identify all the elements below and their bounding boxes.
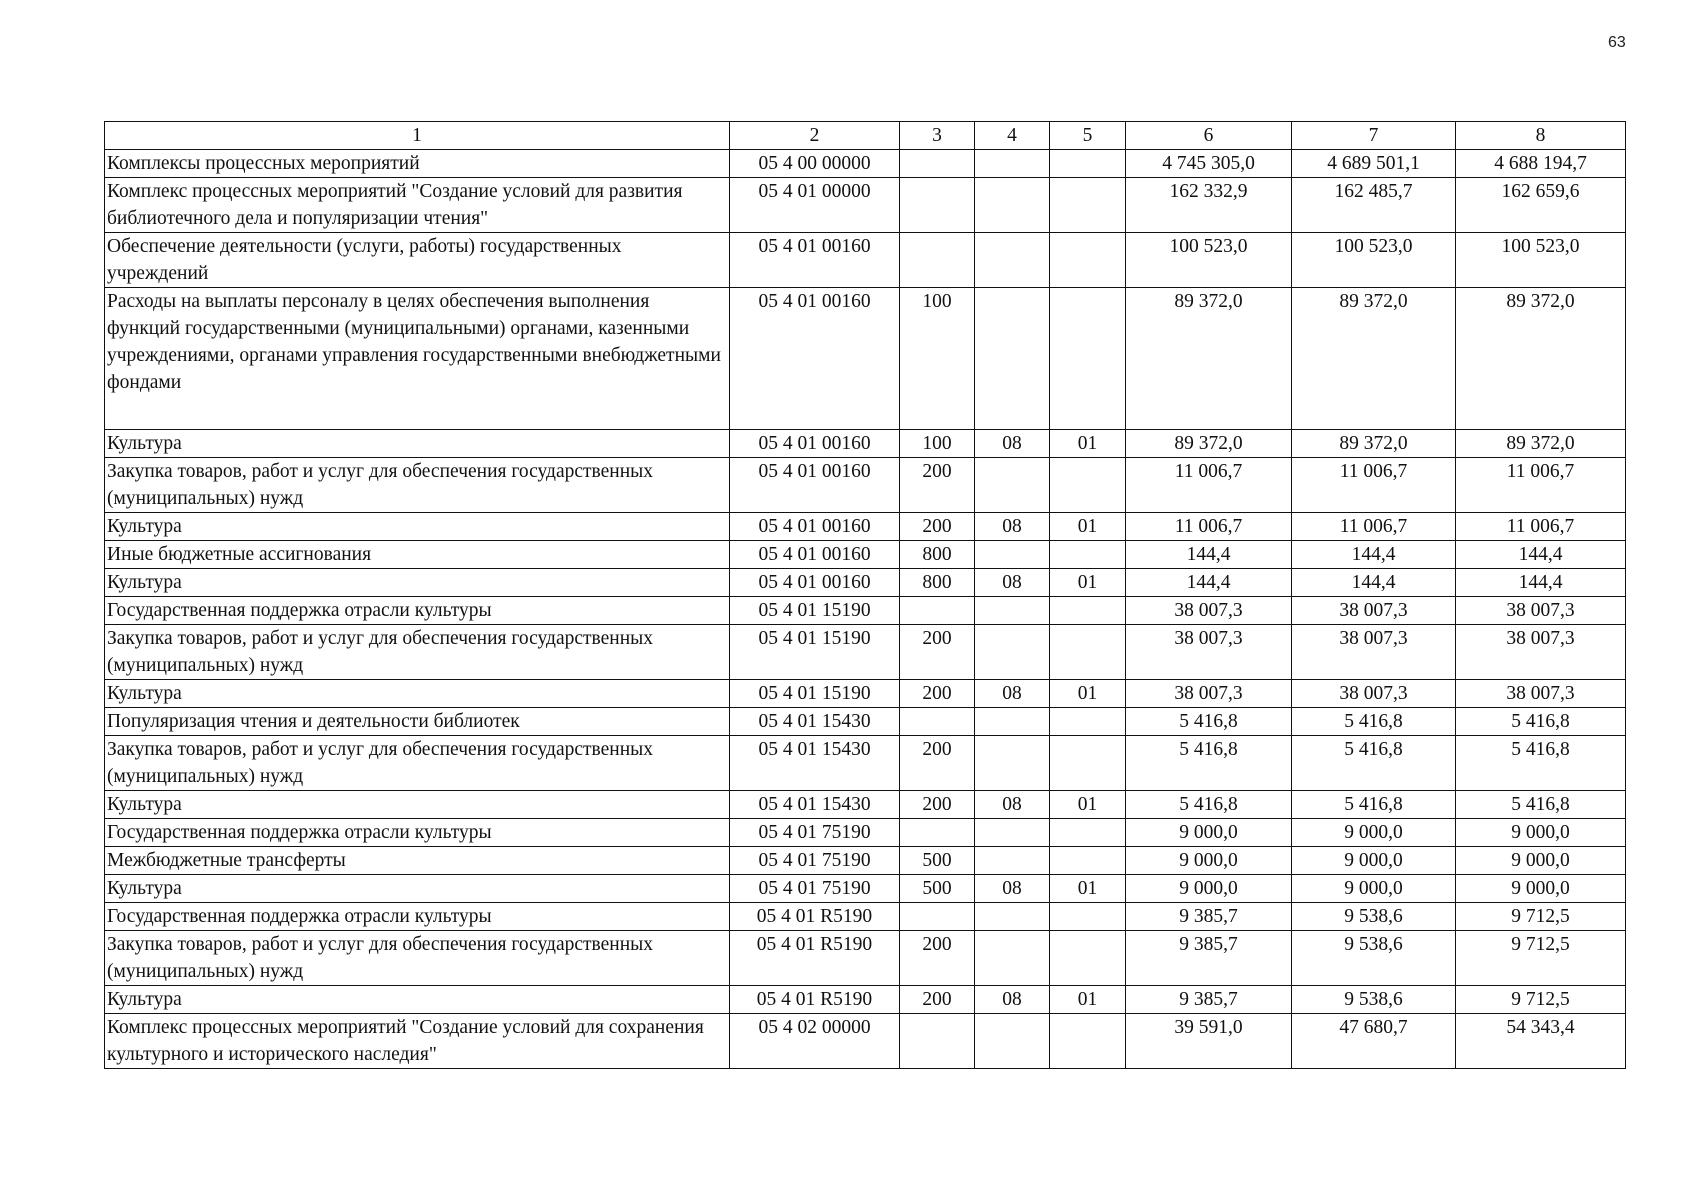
row-code-cell: 05 4 01 15190 [730, 680, 900, 708]
table-row [105, 541, 1626, 569]
row-code-cell: 05 4 01 R5190 [730, 931, 900, 986]
row-amount-year1-cell: 38 007,3 [1126, 597, 1292, 625]
table-row [105, 288, 1626, 430]
row-subsection-cell [1050, 847, 1126, 875]
table-row [105, 708, 1626, 736]
row-name-cell: Расходы на выплаты персоналу в целях обеспечения выполнения функций государственными (муниципальными) органами, казенными учреждениями, органами управления государственными внебюджетными фондами [105, 288, 730, 430]
row-name-cell: Комплекс процессных мероприятий "Создание условий для развития библиотечного дела и популяризации чтения" [105, 178, 730, 233]
row-expense-type-cell: 200 [900, 680, 975, 708]
row-expense-type-cell: 500 [900, 875, 975, 903]
row-name-cell: Государственная поддержка отрасли культуры [105, 819, 730, 847]
row-code-cell: 05 4 01 15190 [730, 597, 900, 625]
row-subsection-cell [1050, 288, 1126, 430]
header-row [105, 122, 1626, 150]
row-amount-year1-cell: 144,4 [1126, 541, 1292, 569]
row-section-cell [975, 819, 1050, 847]
row-amount-year2-cell: 11 006,7 [1292, 458, 1456, 513]
row-code-cell: 05 4 01 15430 [730, 736, 900, 791]
row-amount-year1-cell: 5 416,8 [1126, 791, 1292, 819]
row-expense-type-cell: 100 [900, 430, 975, 458]
row-amount-year1-cell: 11 006,7 [1126, 458, 1292, 513]
row-amount-year2-cell: 9 000,0 [1292, 819, 1456, 847]
row-subsection-cell [1050, 597, 1126, 625]
row-amount-year3-cell: 9 000,0 [1456, 819, 1626, 847]
row-section-cell [975, 903, 1050, 931]
row-expense-type-cell: 200 [900, 986, 975, 1014]
row-name-cell: Комплекс процессных мероприятий "Создание условий для сохранения культурного и исторического наследия" [105, 1014, 730, 1069]
table-row [105, 875, 1626, 903]
row-name-cell: Обеспечение деятельности (услуги, работы) государственных учреждений [105, 233, 730, 288]
row-code-cell: 05 4 01 00160 [730, 569, 900, 597]
row-amount-year1-cell: 89 372,0 [1126, 288, 1292, 430]
row-amount-year1-cell: 9 000,0 [1126, 819, 1292, 847]
row-amount-year2-cell: 9 000,0 [1292, 875, 1456, 903]
row-amount-year2-cell: 144,4 [1292, 569, 1456, 597]
row-amount-year1-cell: 144,4 [1126, 569, 1292, 597]
row-expense-type-cell: 100 [900, 288, 975, 430]
row-amount-year1-cell: 9 000,0 [1126, 847, 1292, 875]
row-amount-year3-cell: 4 688 194,7 [1456, 150, 1626, 178]
row-expense-type-cell: 800 [900, 541, 975, 569]
row-section-cell: 08 [975, 791, 1050, 819]
row-name-cell: Культура [105, 513, 730, 541]
table-row [105, 931, 1626, 986]
row-section-cell [975, 541, 1050, 569]
header-cell: 1 [105, 122, 730, 150]
row-subsection-cell: 01 [1050, 875, 1126, 903]
header-cell: 7 [1292, 122, 1456, 150]
row-amount-year3-cell: 89 372,0 [1456, 288, 1626, 430]
row-subsection-cell [1050, 541, 1126, 569]
row-amount-year2-cell: 5 416,8 [1292, 708, 1456, 736]
row-name-cell: Культура [105, 791, 730, 819]
table-row [105, 736, 1626, 791]
row-code-cell: 05 4 01 00160 [730, 233, 900, 288]
row-amount-year1-cell: 9 000,0 [1126, 875, 1292, 903]
row-section-cell [975, 1014, 1050, 1069]
row-amount-year2-cell: 47 680,7 [1292, 1014, 1456, 1069]
row-amount-year2-cell: 5 416,8 [1292, 736, 1456, 791]
row-amount-year2-cell: 144,4 [1292, 541, 1456, 569]
row-amount-year3-cell: 100 523,0 [1456, 233, 1626, 288]
row-subsection-cell [1050, 736, 1126, 791]
row-code-cell: 05 4 01 75190 [730, 847, 900, 875]
row-subsection-cell [1050, 1014, 1126, 1069]
row-code-cell: 05 4 01 15430 [730, 791, 900, 819]
row-expense-type-cell [900, 708, 975, 736]
row-code-cell: 05 4 01 75190 [730, 819, 900, 847]
row-code-cell: 05 4 01 00000 [730, 178, 900, 233]
row-amount-year3-cell: 9 712,5 [1456, 903, 1626, 931]
row-name-cell: Культура [105, 569, 730, 597]
row-amount-year3-cell: 5 416,8 [1456, 736, 1626, 791]
row-amount-year2-cell: 11 006,7 [1292, 513, 1456, 541]
row-expense-type-cell: 200 [900, 458, 975, 513]
row-amount-year1-cell: 89 372,0 [1126, 430, 1292, 458]
header-cell: 8 [1456, 122, 1626, 150]
table-row [105, 513, 1626, 541]
row-section-cell: 08 [975, 875, 1050, 903]
row-section-cell: 08 [975, 513, 1050, 541]
row-amount-year2-cell: 89 372,0 [1292, 430, 1456, 458]
row-expense-type-cell [900, 903, 975, 931]
row-code-cell: 05 4 02 00000 [730, 1014, 900, 1069]
row-amount-year1-cell: 9 385,7 [1126, 931, 1292, 986]
row-amount-year1-cell: 5 416,8 [1126, 708, 1292, 736]
table-row [105, 986, 1626, 1014]
row-section-cell [975, 150, 1050, 178]
row-code-cell: 05 4 01 15190 [730, 625, 900, 680]
row-subsection-cell: 01 [1050, 569, 1126, 597]
row-subsection-cell: 01 [1050, 986, 1126, 1014]
row-amount-year2-cell: 9 000,0 [1292, 847, 1456, 875]
row-code-cell: 05 4 01 00160 [730, 430, 900, 458]
row-expense-type-cell: 200 [900, 791, 975, 819]
row-code-cell: 05 4 01 00160 [730, 513, 900, 541]
row-code-cell: 05 4 01 00160 [730, 458, 900, 513]
row-expense-type-cell [900, 819, 975, 847]
row-amount-year2-cell: 100 523,0 [1292, 233, 1456, 288]
header-cell: 3 [900, 122, 975, 150]
row-code-cell: 05 4 01 R5190 [730, 903, 900, 931]
row-section-cell [975, 708, 1050, 736]
row-subsection-cell [1050, 458, 1126, 513]
row-subsection-cell [1050, 931, 1126, 986]
row-section-cell [975, 597, 1050, 625]
row-expense-type-cell: 200 [900, 931, 975, 986]
row-code-cell: 05 4 01 00160 [730, 541, 900, 569]
row-amount-year2-cell: 38 007,3 [1292, 625, 1456, 680]
row-name-cell: Культура [105, 986, 730, 1014]
row-subsection-cell [1050, 819, 1126, 847]
row-expense-type-cell: 200 [900, 513, 975, 541]
row-section-cell [975, 288, 1050, 430]
row-amount-year3-cell: 144,4 [1456, 569, 1626, 597]
table-row [105, 458, 1626, 513]
row-amount-year3-cell: 5 416,8 [1456, 791, 1626, 819]
table-row [105, 903, 1626, 931]
row-name-cell: Закупка товаров, работ и услуг для обеспечения государственных (муниципальных) нужд [105, 736, 730, 791]
row-amount-year2-cell: 9 538,6 [1292, 903, 1456, 931]
table-row [105, 625, 1626, 680]
row-amount-year3-cell: 38 007,3 [1456, 597, 1626, 625]
row-name-cell: Закупка товаров, работ и услуг для обеспечения государственных (муниципальных) нужд [105, 625, 730, 680]
table-row [105, 150, 1626, 178]
row-subsection-cell: 01 [1050, 791, 1126, 819]
row-section-cell: 08 [975, 986, 1050, 1014]
row-subsection-cell: 01 [1050, 680, 1126, 708]
row-amount-year1-cell: 5 416,8 [1126, 736, 1292, 791]
table-row [105, 178, 1626, 233]
row-expense-type-cell [900, 178, 975, 233]
row-name-cell: Закупка товаров, работ и услуг для обеспечения государственных (муниципальных) нужд [105, 458, 730, 513]
table-row [105, 569, 1626, 597]
row-section-cell: 08 [975, 430, 1050, 458]
row-amount-year1-cell: 9 385,7 [1126, 903, 1292, 931]
row-amount-year1-cell: 162 332,9 [1126, 178, 1292, 233]
header-cell: 5 [1050, 122, 1126, 150]
row-expense-type-cell: 500 [900, 847, 975, 875]
table-row [105, 680, 1626, 708]
row-section-cell: 08 [975, 569, 1050, 597]
row-expense-type-cell: 800 [900, 569, 975, 597]
row-amount-year3-cell: 11 006,7 [1456, 513, 1626, 541]
row-subsection-cell [1050, 625, 1126, 680]
row-amount-year3-cell: 89 372,0 [1456, 430, 1626, 458]
table-row [105, 847, 1626, 875]
row-amount-year3-cell: 38 007,3 [1456, 680, 1626, 708]
row-amount-year2-cell: 162 485,7 [1292, 178, 1456, 233]
row-amount-year1-cell: 38 007,3 [1126, 680, 1292, 708]
row-subsection-cell: 01 [1050, 513, 1126, 541]
row-name-cell: Культура [105, 875, 730, 903]
row-section-cell [975, 847, 1050, 875]
row-amount-year2-cell: 89 372,0 [1292, 288, 1456, 430]
row-name-cell: Культура [105, 430, 730, 458]
table-row [105, 233, 1626, 288]
row-amount-year2-cell: 38 007,3 [1292, 597, 1456, 625]
header-cell: 2 [730, 122, 900, 150]
row-subsection-cell [1050, 708, 1126, 736]
row-amount-year1-cell: 100 523,0 [1126, 233, 1292, 288]
row-subsection-cell [1050, 903, 1126, 931]
row-amount-year3-cell: 9 712,5 [1456, 931, 1626, 986]
table-row [105, 597, 1626, 625]
row-code-cell: 05 4 01 15430 [730, 708, 900, 736]
row-name-cell: Популяризация чтения и деятельности библиотек [105, 708, 730, 736]
row-amount-year3-cell: 54 343,4 [1456, 1014, 1626, 1069]
row-expense-type-cell [900, 233, 975, 288]
row-name-cell: Иные бюджетные ассигнования [105, 541, 730, 569]
row-section-cell [975, 178, 1050, 233]
row-section-cell [975, 736, 1050, 791]
row-section-cell [975, 931, 1050, 986]
row-amount-year2-cell: 4 689 501,1 [1292, 150, 1456, 178]
row-amount-year3-cell: 11 006,7 [1456, 458, 1626, 513]
row-amount-year1-cell: 11 006,7 [1126, 513, 1292, 541]
row-amount-year3-cell: 9 000,0 [1456, 875, 1626, 903]
row-amount-year2-cell: 9 538,6 [1292, 986, 1456, 1014]
row-amount-year2-cell: 5 416,8 [1292, 791, 1456, 819]
row-amount-year3-cell: 144,4 [1456, 541, 1626, 569]
row-amount-year2-cell: 38 007,3 [1292, 680, 1456, 708]
row-amount-year3-cell: 9 712,5 [1456, 986, 1626, 1014]
row-amount-year2-cell: 9 538,6 [1292, 931, 1456, 986]
row-code-cell: 05 4 01 R5190 [730, 986, 900, 1014]
row-amount-year1-cell: 9 385,7 [1126, 986, 1292, 1014]
row-amount-year3-cell: 5 416,8 [1456, 708, 1626, 736]
row-expense-type-cell [900, 1014, 975, 1069]
row-subsection-cell [1050, 233, 1126, 288]
row-amount-year3-cell: 9 000,0 [1456, 847, 1626, 875]
header-cell: 6 [1126, 122, 1292, 150]
row-section-cell: 08 [975, 680, 1050, 708]
page-number: 63 [1608, 34, 1626, 51]
table-row [105, 819, 1626, 847]
row-subsection-cell: 01 [1050, 430, 1126, 458]
row-code-cell: 05 4 01 00160 [730, 288, 900, 430]
row-expense-type-cell [900, 150, 975, 178]
row-section-cell [975, 233, 1050, 288]
header-cell: 4 [975, 122, 1050, 150]
row-section-cell [975, 625, 1050, 680]
row-amount-year3-cell: 38 007,3 [1456, 625, 1626, 680]
row-expense-type-cell: 200 [900, 625, 975, 680]
row-name-cell: Закупка товаров, работ и услуг для обеспечения государственных (муниципальных) нужд [105, 931, 730, 986]
row-amount-year3-cell: 162 659,6 [1456, 178, 1626, 233]
row-name-cell: Комплексы процессных мероприятий [105, 150, 730, 178]
row-code-cell: 05 4 00 00000 [730, 150, 900, 178]
row-amount-year1-cell: 38 007,3 [1126, 625, 1292, 680]
row-amount-year1-cell: 4 745 305,0 [1126, 150, 1292, 178]
row-name-cell: Культура [105, 680, 730, 708]
row-expense-type-cell: 200 [900, 736, 975, 791]
row-code-cell: 05 4 01 75190 [730, 875, 900, 903]
row-expense-type-cell [900, 597, 975, 625]
row-name-cell: Государственная поддержка отрасли культуры [105, 903, 730, 931]
table-row [105, 1014, 1626, 1069]
row-amount-year1-cell: 39 591,0 [1126, 1014, 1292, 1069]
row-subsection-cell [1050, 178, 1126, 233]
row-section-cell [975, 458, 1050, 513]
row-subsection-cell [1050, 150, 1126, 178]
row-name-cell: Государственная поддержка отрасли культуры [105, 597, 730, 625]
table-row [105, 430, 1626, 458]
row-name-cell: Межбюджетные трансферты [105, 847, 730, 875]
table-row [105, 791, 1626, 819]
table-body [105, 150, 1626, 1069]
budget-table [104, 121, 1626, 1069]
